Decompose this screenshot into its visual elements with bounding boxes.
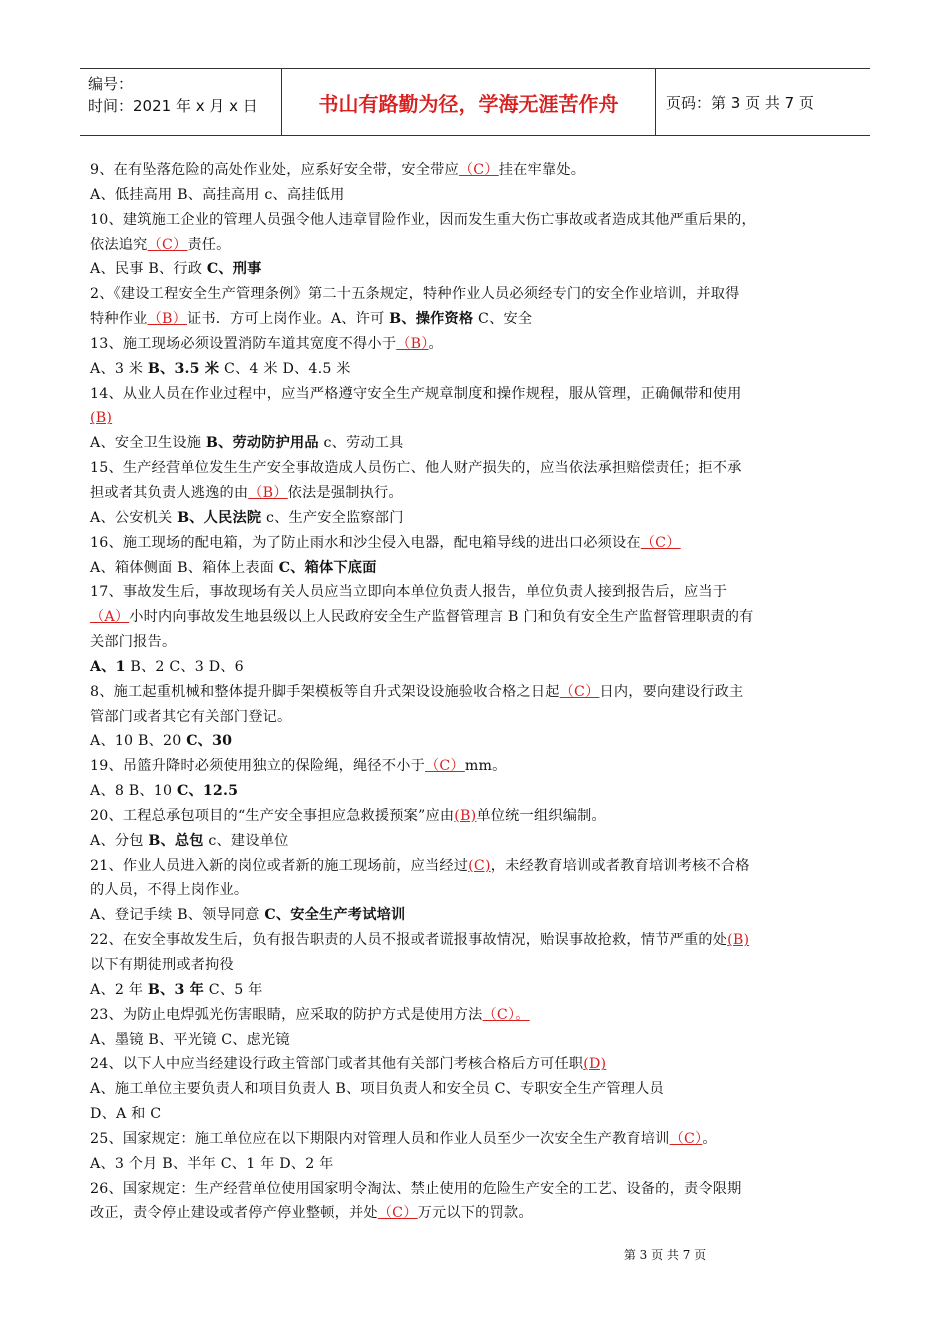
answer-mark: （B）	[147, 311, 187, 328]
text-line	[90, 1028, 866, 1053]
answer-mark: （C）	[559, 683, 600, 700]
bold-option: B、3.5 米	[147, 360, 220, 377]
answer-mark: （C）	[640, 534, 681, 551]
text-segment: 依法是强制执行。	[287, 484, 403, 501]
text-line	[90, 928, 866, 953]
text-line	[90, 630, 866, 655]
bold-option: B、操作资格	[389, 311, 474, 328]
text-line	[90, 1177, 866, 1202]
answer-mark: （C）。	[482, 1006, 530, 1023]
text-line	[90, 804, 866, 829]
text-segment: 特种作业	[90, 311, 148, 328]
text-segment: C、4 米 D、4.5 米	[219, 360, 351, 377]
answer-mark: （C）	[424, 758, 465, 775]
text-segment: A、2 年	[90, 981, 148, 998]
text-segment: 22、在安全事故发生后，负有报告职责的人员不报或者谎报事故情况，贻误事故抢救，情节严重的处	[90, 932, 728, 949]
text-line	[90, 829, 866, 854]
text-segment: mm。	[464, 758, 507, 775]
answer-mark: （C）	[147, 236, 188, 253]
text-segment: 证书．方可上岗作业。A、许可	[186, 311, 390, 328]
answer-mark: （A）	[90, 609, 130, 626]
bold-option: C、刑事	[206, 261, 262, 278]
answer-mark: (B)	[90, 410, 113, 427]
text-line	[90, 456, 866, 481]
text-segment: A、施工单位主要负责人和项目负责人 B、项目负责人和安全员 C、专职安全生产管理人员	[90, 1081, 664, 1098]
answer-mark: （C）	[669, 1130, 703, 1147]
text-segment: 8、施工起重机械和整体提升脚手架模板等自升式架设设施验收合格之日起	[90, 683, 560, 700]
text-line	[90, 257, 866, 282]
text-segment: c、生产安全监察部门	[261, 509, 404, 526]
text-segment: A、低挂高用 B、高挂高用 c、高挂低用	[90, 186, 345, 203]
text-line	[90, 580, 866, 605]
text-segment: 的人员，不得上岗作业。	[90, 882, 249, 899]
text-line	[90, 208, 866, 233]
answer-mark: (C)	[468, 857, 491, 874]
text-segment: ，未经教育培训或者教育培训考核不合格	[490, 857, 750, 874]
text-segment: A、公安机关	[90, 509, 178, 526]
text-line	[90, 233, 866, 258]
bold-option: B、劳动防护用品	[205, 435, 319, 452]
answer-mark: （B）	[396, 335, 429, 352]
text-line	[90, 779, 866, 804]
text-segment: 单位统一组织编制。	[476, 807, 606, 824]
text-line	[90, 406, 866, 431]
header-meta	[80, 69, 282, 135]
text-line	[90, 680, 866, 705]
text-segment: A、墨镜 B、平光镜 C、虑光镜	[90, 1031, 290, 1048]
answer-mark: (B)	[727, 932, 750, 949]
text-segment: A、分包	[90, 832, 149, 849]
bold-option: B、3 年	[147, 981, 205, 998]
document-body	[90, 158, 866, 1226]
text-line	[90, 556, 866, 581]
text-segment: c、建设单位	[203, 832, 289, 849]
text-line	[90, 705, 866, 730]
text-segment: C、安全	[473, 311, 533, 328]
text-segment: 25、国家规定：施工单位应在以下期限内对管理人员和作业人员至少一次安全生产教育培训	[90, 1130, 670, 1147]
text-segment: A、8 B、10	[90, 783, 177, 800]
text-segment: A、箱体侧面 B、箱体上表面	[90, 559, 279, 576]
text-segment: 以下有期徒刑或者拘役	[90, 957, 234, 973]
code-label: 编号：	[88, 75, 134, 93]
text-segment: 。	[428, 335, 443, 352]
answer-mark: (D)	[583, 1056, 607, 1073]
text-line	[90, 655, 866, 680]
text-segment: 20、工程总承包项目的“生产安全事担应急救援预案”应由	[90, 807, 455, 824]
text-line	[90, 1003, 866, 1028]
text-line	[90, 1152, 866, 1177]
text-segment: 2、《建设工程安全生产管理条例》第二十五条规定，特种作业人员必须经专门的安全作业培训，并取得	[90, 286, 740, 303]
text-line	[90, 382, 866, 407]
answer-mark: （C）	[377, 1205, 418, 1222]
answer-mark: （C）	[458, 162, 499, 178]
bold-option: C、30	[186, 733, 233, 750]
answer-mark: (B)	[454, 807, 477, 824]
text-segment: 15、生产经营单位发生生产安全事故造成人员伤亡、他人财产损失的，应当依法承担赔偿责任；拒不承	[90, 460, 742, 477]
text-line	[90, 481, 866, 506]
text-segment: A、3 个月 B、半年 C、1 年 D、2 年	[90, 1155, 334, 1172]
text-segment: A、登记手续 B、领导同意	[90, 907, 265, 924]
text-segment: 日内，要向建设行政主	[599, 683, 744, 700]
text-line	[90, 158, 866, 183]
page-header	[80, 68, 870, 136]
text-line	[90, 282, 866, 307]
text-segment: 。	[702, 1130, 717, 1147]
text-segment: 21、作业人员进入新的岗位或者新的施工现场前，应当经过	[90, 857, 469, 874]
text-line	[90, 953, 866, 978]
text-segment: 管部门或者其它有关部门登记。	[90, 708, 292, 725]
text-segment: c、劳动工具	[318, 435, 404, 452]
text-segment: 26、国家规定：生产经营单位使用国家明令淘汰、禁止使用的危险生产安全的工艺、设备的，责令限期	[90, 1180, 742, 1197]
text-segment: A、3 米	[90, 360, 148, 377]
text-line	[90, 605, 866, 630]
motto: 书山有路勤为径，学海无涯苦作舟	[282, 69, 656, 135]
text-segment: 16、施工现场的配电箱，为了防止雨水和沙尘侵入电器，配电箱导线的进出口必须设在	[90, 534, 641, 551]
text-line	[90, 1127, 866, 1152]
text-line	[90, 878, 866, 903]
text-segment: 13、施工现场必须设置消防车道其宽度不得小于	[90, 335, 397, 352]
text-line	[90, 531, 866, 556]
page-footer: 第 3 页 共 7 页	[623, 1248, 707, 1262]
text-line	[90, 754, 866, 779]
text-line	[90, 183, 866, 208]
text-segment: A、民事 B、行政	[90, 261, 207, 278]
bold-option: C、箱体下底面	[278, 559, 377, 576]
page-indicator: 页码：第 3 页 共 7 页	[666, 93, 814, 112]
text-segment: 10、建筑施工企业的管理人员强令他人违章冒险作业，因而发生重大伤亡事故或者造成其他严重后果的，	[90, 211, 756, 228]
text-segment: 小时内向事故发生地县级以上人民政府安全生产监督管理言 B 门和负有安全生产监督管理职责的有	[129, 609, 754, 626]
text-line	[90, 1052, 866, 1077]
bold-option: A、1	[90, 658, 126, 675]
text-segment: 万元以下的罚款。	[417, 1205, 533, 1222]
text-segment: 19、吊篮升降时必须使用独立的保险绳，绳径不小于	[90, 758, 425, 775]
text-segment: A、安全卫生设施	[90, 435, 206, 452]
text-segment: B、2 C、3 D、6	[125, 658, 244, 675]
text-segment: 关部门报告。	[90, 634, 177, 651]
text-line	[90, 1201, 866, 1226]
text-line	[90, 307, 866, 332]
text-segment: 依法追究	[90, 236, 148, 253]
text-segment: 14、从业人员在作业过程中，应当严格遵守安全生产规章制度和操作规程，服从管理，正确佩带和使用	[90, 385, 742, 402]
bold-option: B、总包	[148, 832, 204, 849]
text-line	[90, 729, 866, 754]
date-label: 时间：2021 年 x 月 x 日	[88, 97, 258, 115]
answer-mark: （B）	[248, 484, 288, 501]
text-segment: A、10 B、20	[90, 733, 187, 750]
text-line	[90, 1102, 866, 1127]
bold-option: C、12.5	[176, 783, 239, 800]
text-line	[90, 903, 866, 928]
bold-option: B、人民法院	[177, 509, 262, 526]
text-segment: 担或者其负责人逃逸的由	[90, 484, 249, 501]
text-segment: 9、在有坠落危险的高处作业处，应系好安全带，安全带应	[90, 162, 459, 178]
text-line	[90, 854, 866, 879]
text-line	[90, 357, 866, 382]
text-segment: C、5 年	[204, 981, 263, 998]
text-line	[90, 978, 866, 1003]
text-segment: 责任。	[187, 236, 231, 253]
text-segment: 24、以下人中应当经建设行政主管部门或者其他有关部门考核合格后方可任职	[90, 1056, 584, 1073]
text-line	[90, 1077, 866, 1102]
text-line	[90, 332, 866, 357]
text-line	[90, 431, 866, 456]
bold-option: C、安全生产考试培训	[264, 907, 406, 924]
text-segment: 23、为防止电焊弧光伤害眼睛，应采取的防护方式是使用方法	[90, 1006, 483, 1023]
text-line	[90, 506, 866, 531]
text-segment: 改正，责令停止建设或者停产停业整顿，并处	[90, 1205, 378, 1222]
text-segment: 17、事故发生后，事故现场有关人员应当立即向本单位负责人报告，单位负责人接到报告后，应当于	[90, 584, 728, 601]
text-segment: 挂在牢靠处。	[498, 162, 586, 178]
text-segment: D、A 和 C	[90, 1106, 162, 1123]
